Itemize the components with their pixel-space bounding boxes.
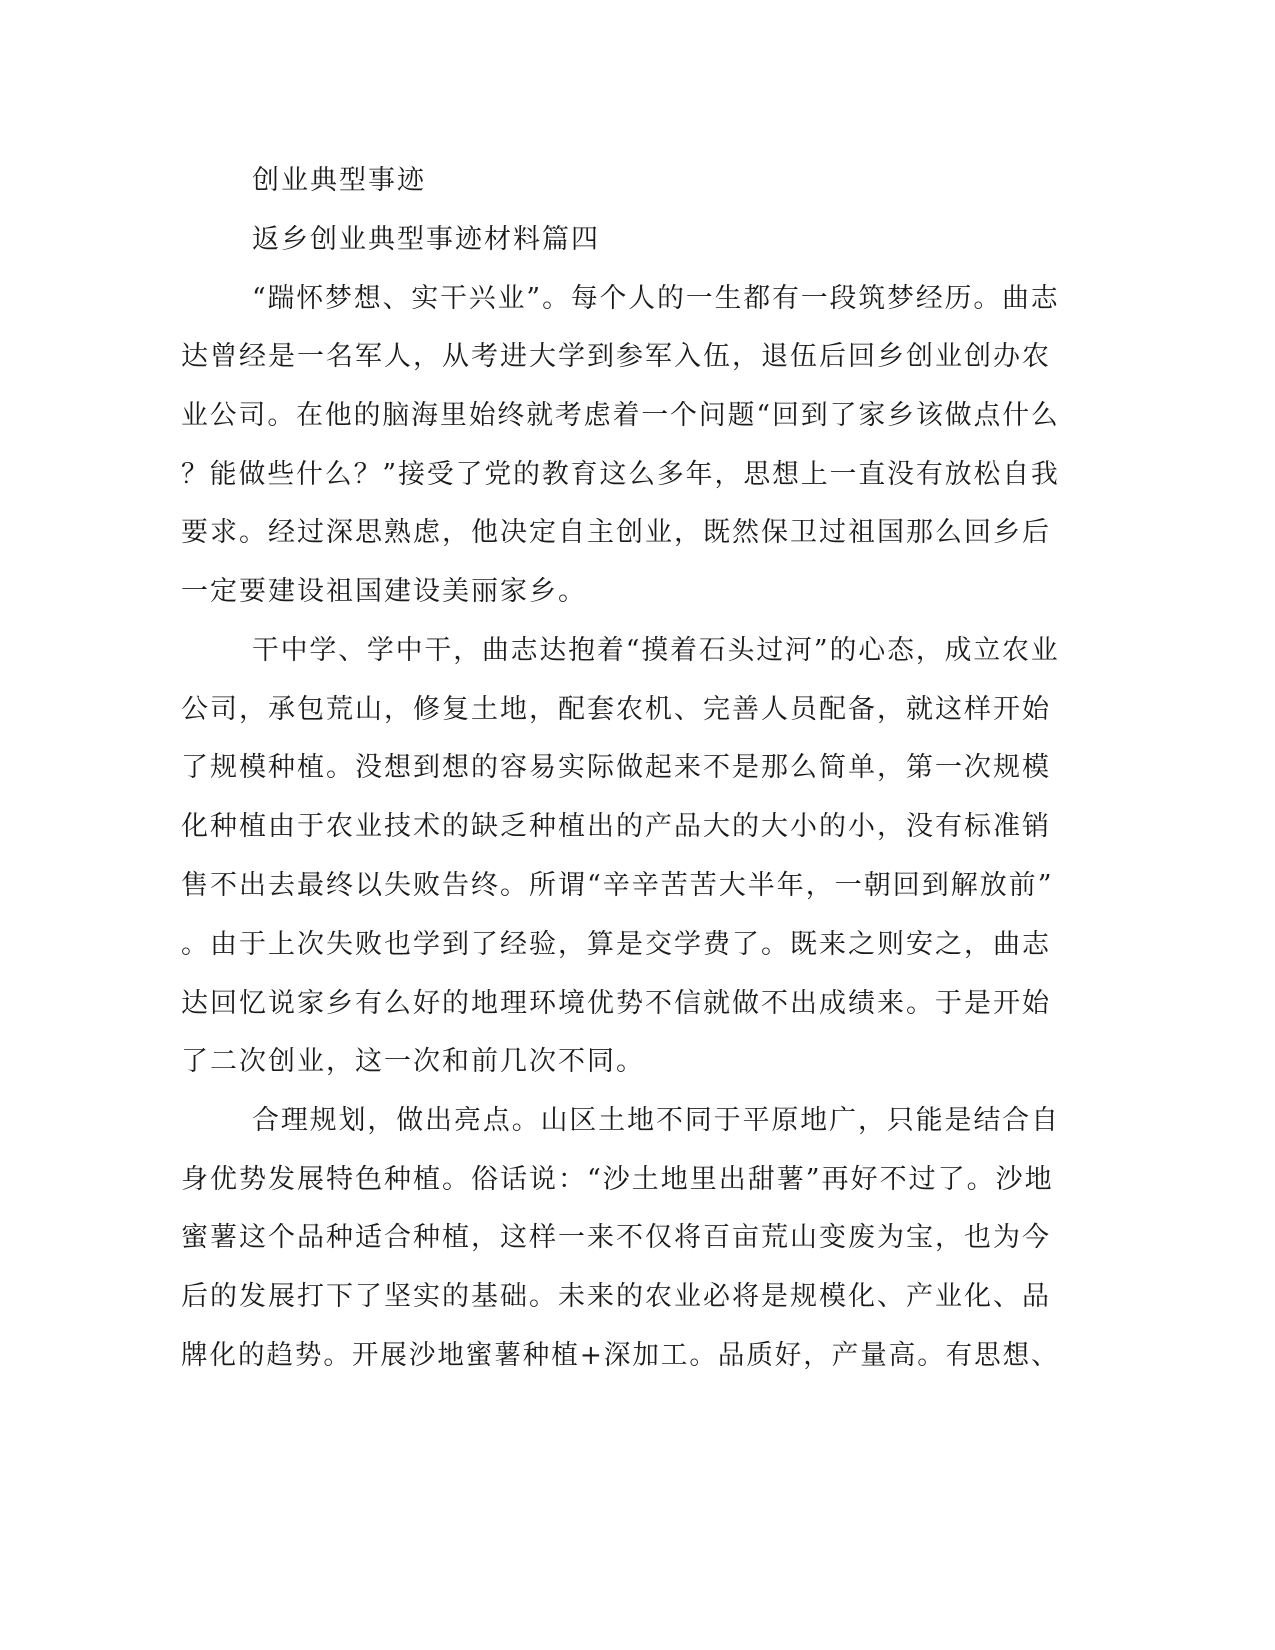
paragraph-line: 合理规划，做出亮点。山区土地不同于平原地广，只能是结合自 — [252, 1105, 1061, 1136]
paragraph-line: 牌化的趋势。开展沙地蜜薯种植+深加工。品质好，产量高。有思想、 — [181, 1340, 1060, 1371]
paragraph-line: 化种植由于农业技术的缺乏种植出的产品大的大小的小，没有标准销 — [181, 811, 1051, 842]
paragraph-line: 后的发展打下了坚实的基础。未来的农业必将是规模化、产业化、品 — [181, 1281, 1051, 1312]
paragraph-line: 蜜薯这个品种适合种植，这样一来不仅将百亩荒山变废为宝，也为今 — [181, 1222, 1051, 1253]
paragraph-line: 一定要建设祖国建设美丽家乡。 — [181, 576, 587, 607]
paragraph-line: ？能做些什么？”接受了党的教育这么多年，思想上一直没有放松自我 — [181, 459, 1060, 490]
paragraph-line: 业公司。在他的脑海里始终就考虑着一个问题“回到了家乡该做点什么 — [181, 400, 1060, 431]
paragraph-line: 身优势发展特色种植。俗话说：“沙土地里出甜薯”再好不过了。沙地 — [181, 1164, 1054, 1195]
paragraph-line: 了规模种植。没想到想的容易实际做起来不是那么简单，第一次规模 — [181, 752, 1051, 783]
document-title: 创业典型事迹 — [252, 165, 426, 196]
paragraph-line: 达曾经是一名军人，从考进大学到参军入伍，退伍后回乡创业创办农 — [181, 341, 1051, 372]
paragraph-line: 干中学、学中干，曲志达抱着“摸着石头过河”的心态，成立农业 — [252, 635, 1060, 666]
document-subtitle: 返乡创业典型事迹材料篇四 — [252, 224, 600, 255]
paragraph-line: 要求。经过深思熟虑，他决定自主创业，既然保卫过祖国那么回乡后 — [181, 517, 1051, 548]
paragraph-line: 公司，承包荒山，修复土地，配套农机、完善人员配备，就这样开始 — [181, 694, 1051, 725]
paragraph-line: 了二次创业，这一次和前几次不同。 — [181, 1046, 645, 1077]
paragraph-line: 达回忆说家乡有么好的地理环境优势不信就做不出成绩来。于是开始 — [181, 988, 1051, 1019]
paragraph-line: 售不出去最终以失败告终。所谓“辛辛苦苦大半年，一朝回到解放前” — [181, 870, 1054, 901]
paragraph-line: 。由于上次失败也学到了经验，算是交学费了。既来之则安之，曲志 — [181, 929, 1051, 960]
paragraph-line: “踹怀梦想、实干兴业”。每个人的一生都有一段筑梦经历。曲志 — [252, 283, 1060, 314]
